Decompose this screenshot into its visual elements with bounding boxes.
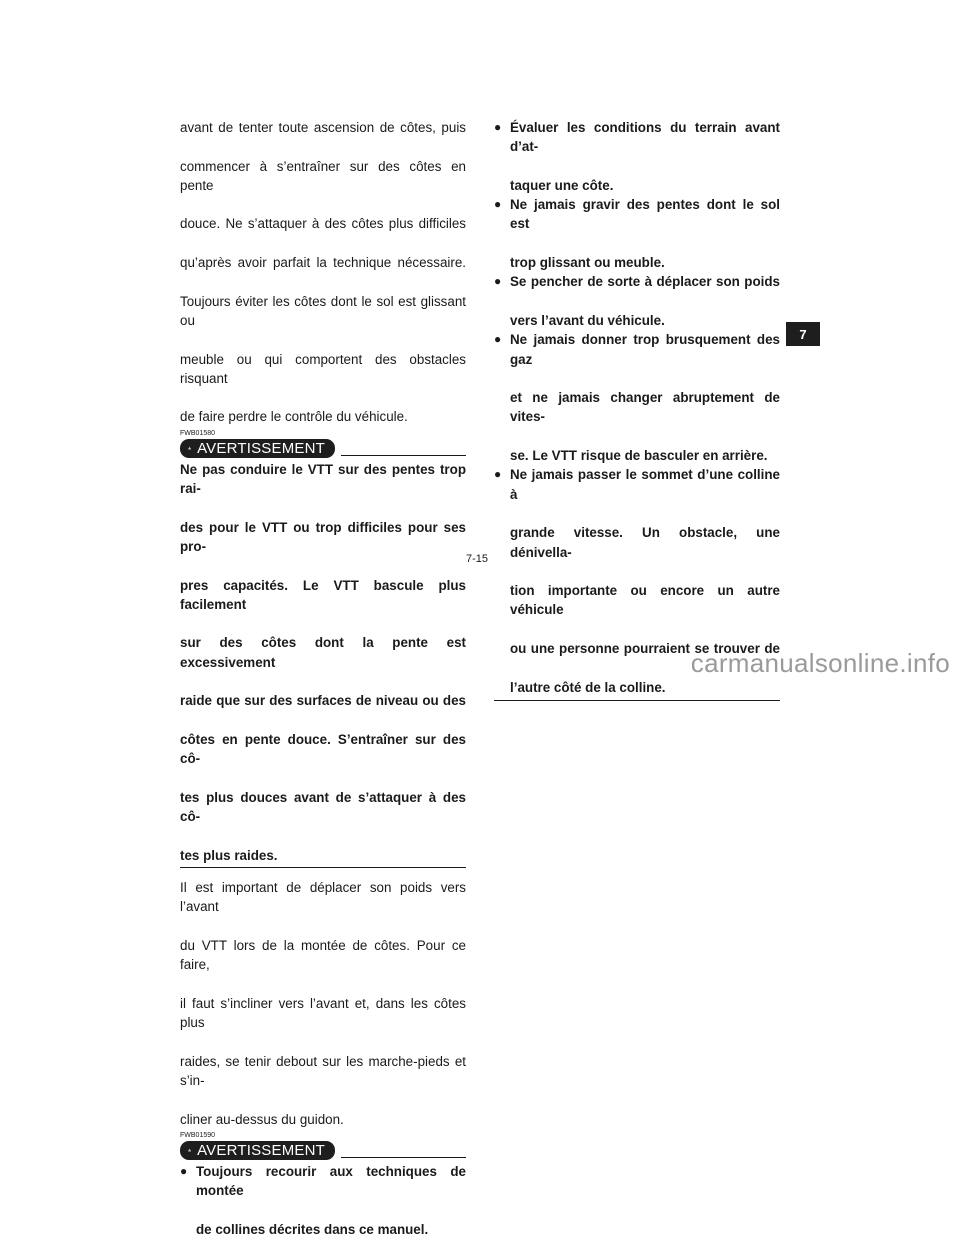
- list-item: [494, 330, 780, 465]
- text-line: tes plus douces avant de s’attaquer à des cô-: [180, 788, 466, 846]
- text-line: de faire perdre le contrôle du véhicule.: [180, 407, 466, 426]
- list-item: [494, 118, 780, 195]
- text-line: Ne jamais donner trop brusquement des gaz: [510, 330, 780, 388]
- text-line: des pour le VTT ou trop difficiles pour ses pro-: [180, 518, 466, 576]
- bullet-icon: ●: [180, 1162, 196, 1239]
- text-line: l’autre côté de la colline.: [510, 678, 780, 697]
- list-item: [494, 272, 780, 330]
- watermark: carmanualsonline.info: [691, 648, 950, 679]
- warning-triangle-icon: [188, 441, 191, 455]
- weight-paragraph: [180, 878, 466, 1129]
- warning-body: [180, 460, 466, 868]
- text-line: trop glissant ou meuble.: [510, 253, 780, 272]
- text-line: tion importante ou encore un autre véhicule: [510, 581, 780, 639]
- warning-badge: [180, 439, 335, 458]
- text-line: et ne jamais changer abruptement de vites-: [510, 388, 780, 446]
- bullet-icon: ●: [494, 195, 510, 272]
- page-number: 7-15: [466, 553, 488, 565]
- text-line: vers l’avant du véhicule.: [510, 311, 780, 330]
- warning-header-rule: [341, 1157, 466, 1158]
- text-line: Ne jamais passer le sommet d’une colline à: [510, 465, 780, 523]
- text-line: se. Le VTT risque de basculer en arrière.: [510, 446, 780, 465]
- text-line: grande vitesse. Un obstacle, une dénivella-: [510, 523, 780, 581]
- intro-paragraph: [180, 118, 466, 427]
- bullet-icon: ●: [494, 272, 510, 330]
- warning-label: AVERTISSEMENT: [197, 439, 325, 458]
- text-line: côtes en pente douce. S’entraîner sur des cô-: [180, 730, 466, 788]
- text-line: sur des côtes dont la pente est excessivement: [180, 633, 466, 691]
- text-line: de collines décrites dans ce manuel.: [196, 1220, 466, 1239]
- text-line: tes plus raides.: [180, 846, 466, 865]
- text-line: douce. Ne s’attaquer à des côtes plus difficiles: [180, 214, 466, 253]
- warning-code: FWB01590: [180, 1131, 466, 1140]
- text-line: Se pencher de sorte à déplacer son poids: [510, 272, 780, 311]
- warning-header: [180, 439, 466, 458]
- warning-label: AVERTISSEMENT: [197, 1141, 325, 1160]
- text-line: qu’après avoir parfait la technique nécessaire.: [180, 253, 466, 292]
- text-line: Évaluer les conditions du terrain avant d’at-: [510, 118, 780, 176]
- warning-triangle-icon: [188, 1143, 191, 1157]
- bullet-icon: ●: [494, 118, 510, 195]
- text-line: il faut s’incliner vers l’avant et, dans les côtes plus: [180, 994, 466, 1052]
- bullet-list: [494, 118, 780, 701]
- list-item: [494, 195, 780, 272]
- text-line: du VTT lors de la montée de côtes. Pour ce faire,: [180, 936, 466, 994]
- text-line: taquer une côte.: [510, 176, 780, 195]
- text-line: avant de tenter toute ascension de côtes, puis: [180, 118, 466, 157]
- warning-badge: [180, 1141, 335, 1160]
- text-line: meuble ou qui comportent des obstacles risquant: [180, 350, 466, 408]
- text-line: Ne jamais gravir des pentes dont le sol est: [510, 195, 780, 253]
- warning-header-rule: [341, 455, 466, 456]
- warning-code: FWB01580: [180, 429, 466, 438]
- text-line: Toujours éviter les côtes dont le sol est glissant ou: [180, 292, 466, 350]
- text-line: pres capacités. Le VTT bascule plus facilement: [180, 576, 466, 634]
- text-line: raides, se tenir debout sur les marche-pieds et s’in-: [180, 1052, 466, 1110]
- warning-bullet: [180, 1162, 466, 1239]
- text-line: Il est important de déplacer son poids vers l’avant: [180, 878, 466, 936]
- text-line: Toujours recourir aux techniques de montée: [196, 1162, 466, 1220]
- text-line: cliner au-dessus du guidon.: [180, 1110, 466, 1129]
- bullet-icon: ●: [494, 465, 510, 697]
- text-line: raide que sur des surfaces de niveau ou des: [180, 691, 466, 730]
- chapter-tab: 7: [786, 322, 820, 346]
- text-line: ou une personne pourraient se trouver de: [510, 639, 780, 678]
- warning-header: [180, 1141, 466, 1160]
- bullet-icon: ●: [494, 330, 510, 465]
- text-line: Ne pas conduire le VTT sur des pentes trop rai-: [180, 460, 466, 518]
- text-line: commencer à s’entraîner sur des côtes en pente: [180, 157, 466, 215]
- right-column: [494, 118, 780, 701]
